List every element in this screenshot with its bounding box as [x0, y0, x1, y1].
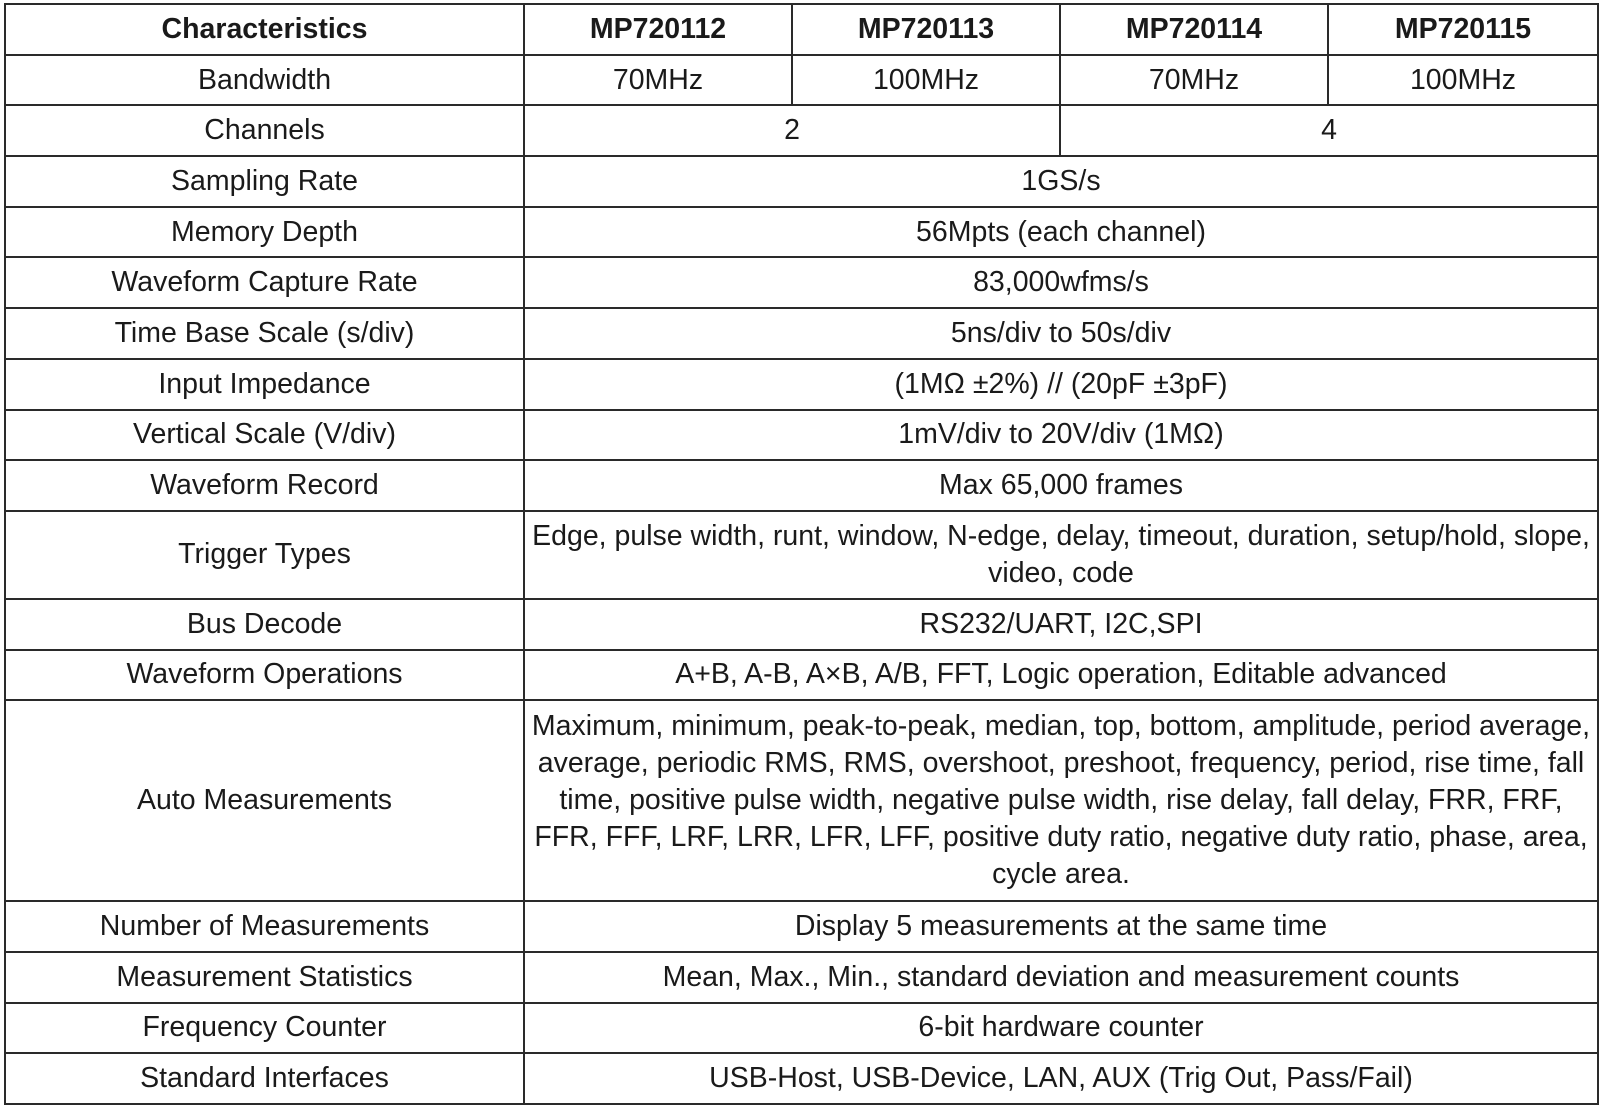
- frequency-counter-label: Frequency Counter: [5, 1003, 524, 1054]
- row-input-impedance: [5, 359, 1598, 410]
- memory-depth-label: Memory Depth: [5, 207, 524, 258]
- time-base-scale-label: Time Base Scale (s/div): [5, 308, 524, 359]
- row-trigger-types: [5, 511, 1598, 599]
- bus-decode-value: RS232/UART, I2C,SPI: [524, 599, 1598, 650]
- header-model-mp720112: MP720112: [524, 4, 792, 55]
- row-standard-interfaces: [5, 1053, 1598, 1104]
- channels-4ch-models: 4: [1060, 105, 1598, 156]
- header-model-mp720115: MP720115: [1328, 4, 1598, 55]
- bandwidth-mp720114: 70MHz: [1060, 55, 1328, 106]
- input-impedance-label: Input Impedance: [5, 359, 524, 410]
- auto-measurements-label: Auto Measurements: [5, 700, 524, 901]
- time-base-scale-value: 5ns/div to 50s/div: [524, 308, 1598, 359]
- row-bus-decode: [5, 599, 1598, 650]
- sampling-rate-value: 1GS/s: [524, 156, 1598, 207]
- bus-decode-label: Bus Decode: [5, 599, 524, 650]
- frequency-counter-value: 6-bit hardware counter: [524, 1003, 1598, 1054]
- channels-label: Channels: [5, 105, 524, 156]
- bandwidth-label: Bandwidth: [5, 55, 524, 106]
- trigger-types-label: Trigger Types: [5, 511, 524, 599]
- bandwidth-mp720112: 70MHz: [524, 55, 792, 106]
- auto-measurements-value: Maximum, minimum, peak-to-peak, median, top, bottom, amplitude, period average, average, periodic RMS, RMS, overshoot, preshoot, frequency, period, rise time, fall time, positive pulse width, negative pulse width, rise delay, fall delay, FRR, FRF, FFR, FFF, LRF, LRR, LFR, LFF, positive duty ratio, negative duty ratio, phase, area, cycle area.: [524, 700, 1598, 901]
- waveform-operations-value: A+B, A-B, A×B, A/B, FFT, Logic operation, Editable advanced: [524, 650, 1598, 701]
- standard-interfaces-label: Standard Interfaces: [5, 1053, 524, 1104]
- standard-interfaces-value: USB-Host, USB-Device, LAN, AUX (Trig Out, Pass/Fail): [524, 1053, 1598, 1104]
- header-model-mp720113: MP720113: [792, 4, 1060, 55]
- row-auto-measurements: [5, 700, 1598, 901]
- waveform-record-label: Waveform Record: [5, 460, 524, 511]
- header-row: [5, 4, 1598, 55]
- measurement-statistics-label: Measurement Statistics: [5, 952, 524, 1003]
- spec-table: [4, 3, 1599, 1105]
- row-vertical-scale: [5, 410, 1598, 461]
- row-time-base-scale: [5, 308, 1598, 359]
- row-bandwidth: [5, 55, 1598, 106]
- bandwidth-mp720115: 100MHz: [1328, 55, 1598, 106]
- waveform-capture-rate-label: Waveform Capture Rate: [5, 257, 524, 308]
- input-impedance-value: (1MΩ ±2%) // (20pF ±3pF): [524, 359, 1598, 410]
- row-frequency-counter: [5, 1003, 1598, 1054]
- bandwidth-mp720113: 100MHz: [792, 55, 1060, 106]
- trigger-types-value: Edge, pulse width, runt, window, N-edge, delay, timeout, duration, setup/hold, slope, video, code: [524, 511, 1598, 599]
- row-waveform-record: [5, 460, 1598, 511]
- vertical-scale-label: Vertical Scale (V/div): [5, 410, 524, 461]
- row-measurement-statistics: [5, 952, 1598, 1003]
- header-model-mp720114: MP720114: [1060, 4, 1328, 55]
- vertical-scale-value: 1mV/div to 20V/div (1MΩ): [524, 410, 1598, 461]
- header-characteristics: Characteristics: [5, 4, 524, 55]
- waveform-operations-label: Waveform Operations: [5, 650, 524, 701]
- sampling-rate-label: Sampling Rate: [5, 156, 524, 207]
- number-of-measurements-value: Display 5 measurements at the same time: [524, 901, 1598, 952]
- row-memory-depth: [5, 207, 1598, 258]
- row-channels: [5, 105, 1598, 156]
- row-waveform-operations: [5, 650, 1598, 701]
- measurement-statistics-value: Mean, Max., Min., standard deviation and measurement counts: [524, 952, 1598, 1003]
- waveform-capture-rate-value: 83,000wfms/s: [524, 257, 1598, 308]
- memory-depth-value: 56Mpts (each channel): [524, 207, 1598, 258]
- waveform-record-value: Max 65,000 frames: [524, 460, 1598, 511]
- channels-2ch-models: 2: [524, 105, 1060, 156]
- row-sampling-rate: [5, 156, 1598, 207]
- number-of-measurements-label: Number of Measurements: [5, 901, 524, 952]
- row-number-of-measurements: [5, 901, 1598, 952]
- row-waveform-capture-rate: [5, 257, 1598, 308]
